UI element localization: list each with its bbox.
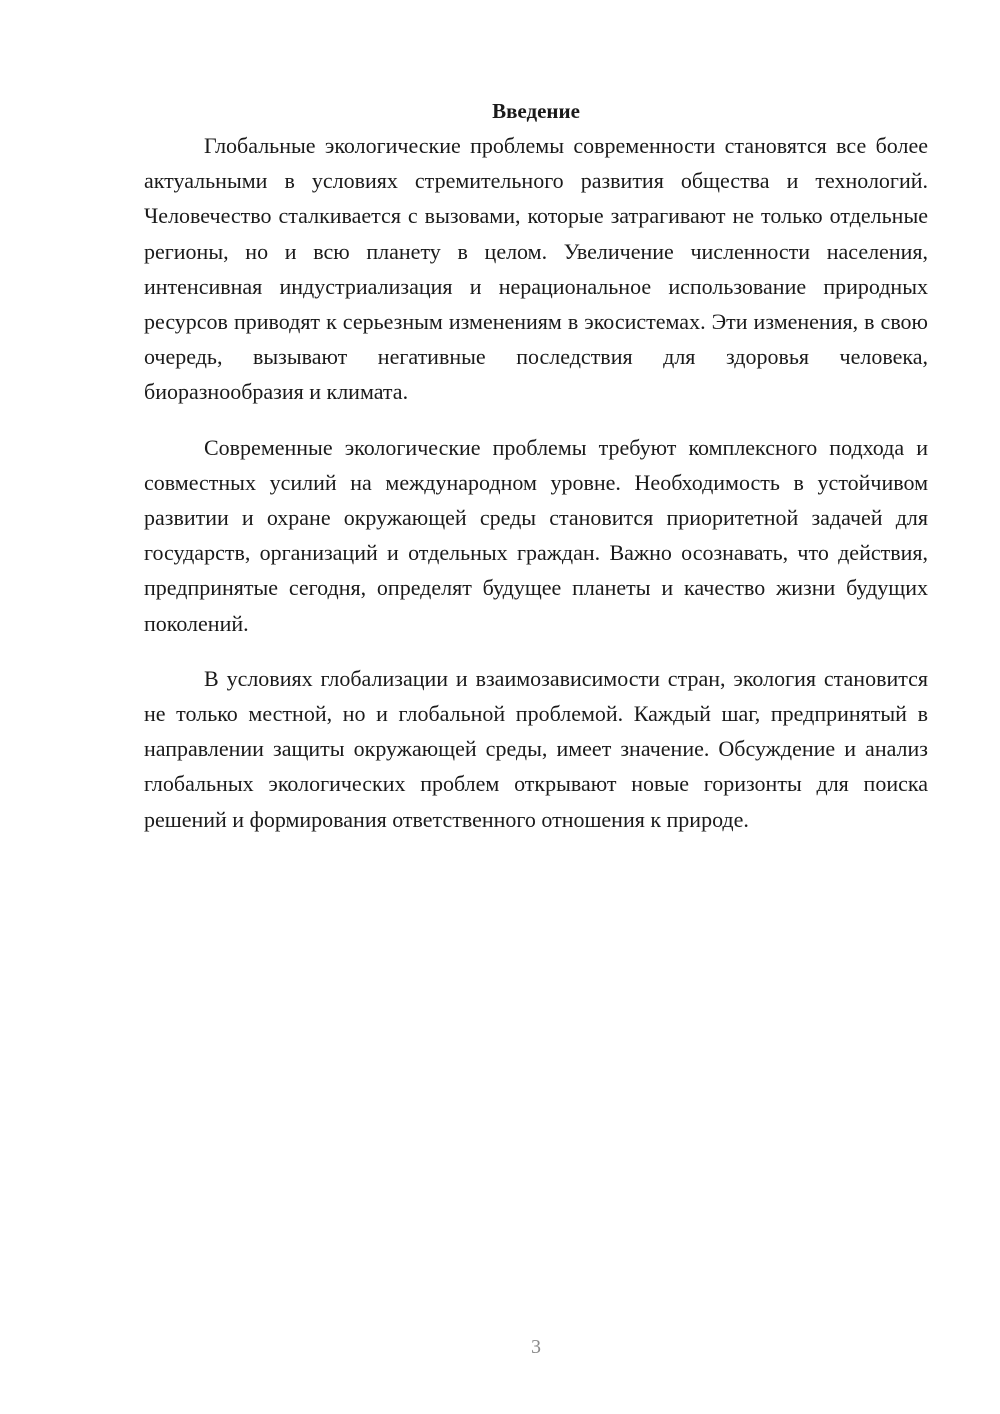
section-heading: Введение [492, 99, 580, 123]
page-content [144, 95, 928, 857]
paragraph-1: Глобальные экологические проблемы современности становятся все более актуальными в условиях стремительного развития общества и технологий. Человечество сталкивается с вызовами, которые затрагивают не только отдельные регионы, но и всю планету в целом. Увеличение численности населения, интенсивная индустриализация и нерациональное использование природных ресурсов приводят к серьезным изменениям в экосистемах. Эти изменения, в свою очередь, вызывают негативные последствия для здоровья человека, биоразнообразия и климата. [144, 133, 928, 405]
paragraph-2: Современные экологические проблемы требуют комплексного подхода и совместных усилий на международном уровне. Необходимость в устойчивом развитии и охране окружающей среды становится приоритетной задачей для государств, организаций и отдельных граждан. Важно осознавать, что действия, предпринятые сегодня, определят будущее планеты и качество жизни будущих поколений. [144, 434, 928, 636]
page-number: 3 [531, 1336, 541, 1358]
paragraph-3: В условиях глобализации и взаимозависимости стран, экология становится не только местной, но и глобальной проблемой. Каждый шаг, предпринятый в направлении защиты окружающей среды, имеет значение. Обсуждение и анализ глобальных экологических проблем открывают новые горизонты для поиска решений и формирования ответственного отношения к природе. [144, 665, 928, 832]
